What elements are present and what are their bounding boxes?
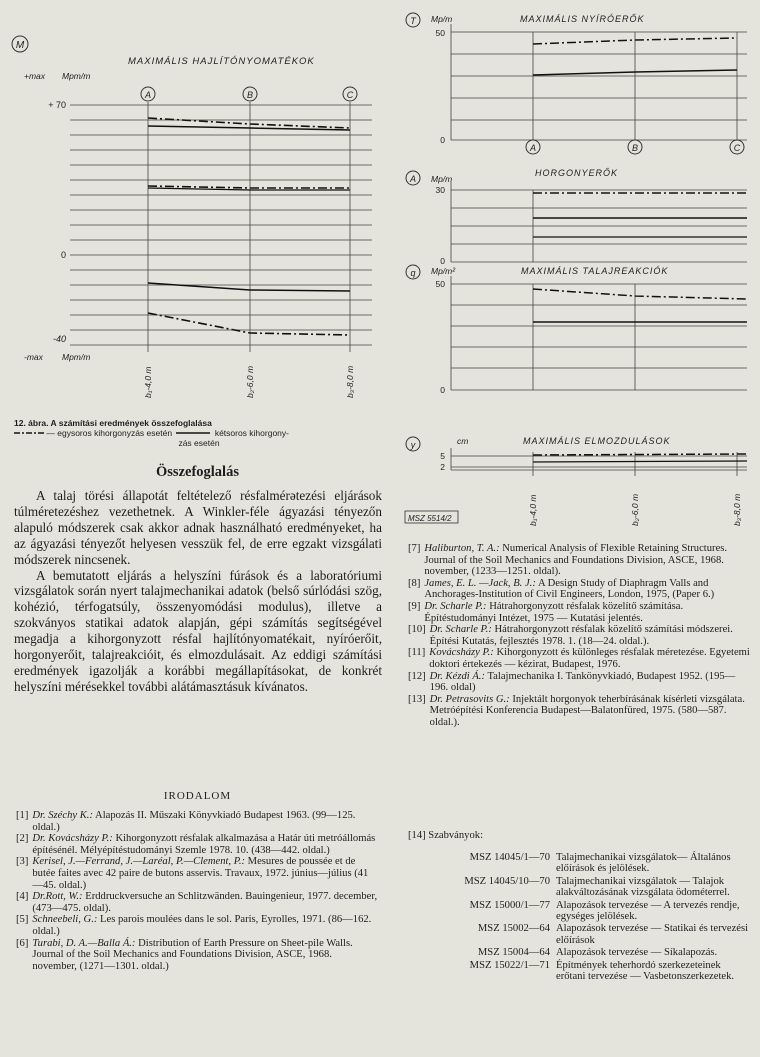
unit-top-label: Mpm/m xyxy=(62,71,91,81)
x-label-b3: b₃-8,0 m xyxy=(345,365,355,398)
y-label-top: + 70 xyxy=(48,100,66,110)
standard-item: MSZ 15004—64 Alapozások tervezése — Síkalapozás. xyxy=(477,947,718,959)
reference-item: [5] Schneebeli, G.: Les parois moulées dans le sol. Paris, Eyrolles, 1971. (86—162. oldal.) xyxy=(16,914,372,937)
curve-negative-single-anchor xyxy=(148,313,350,335)
summary-paragraph-2: A bemutatott eljárás a helyszíni fúrások és a laboratóriumi vizsgálatok során nyert talajmechanikai adatok (belső súrlódási szög, kohézió, térfogatsúly, összenyomódási modulus), illetve a szokványos statikai adatok alapján, gépi számítás segítségével megadja a kihorgonyzott résfal hajlítónyomatékait, nyíróerőit, horgonyerőit, talajreakcióit, és elmozdulásait. Az eddigi számítási eredmények igazolják a korábbi megállapításokat, de konkrét helyszíni mérésekkel további alátámasztásuk kívánatos. xyxy=(14,567,382,694)
reference-item: [6] Turabi, D. A.—Balla Á.: Distribution of Earth Pressure on Sheet-pile Walls. Journal of the Soil Mechanics and Foundations Division, ASCE, 1968. november, (1271—1301. oldal.) xyxy=(16,937,353,972)
legend-solid-label: kétsoros kihorgony- xyxy=(214,428,289,438)
anchor-title: HORGONYERŐK xyxy=(535,168,619,178)
shear-y-tick: 50 xyxy=(435,28,445,38)
references-left-column xyxy=(16,810,378,972)
displacement-x-label-b2: b₂-6,0 m xyxy=(630,493,640,526)
standard-item: MSZ 14045/1—70 Talajmechanikai vizsgálatok— Általános előírások és jelölések. xyxy=(469,852,731,875)
moment-symbol: M xyxy=(15,40,25,51)
minus-max-label: -max xyxy=(24,352,43,362)
figure-caption xyxy=(14,418,384,448)
shear-marker-b: B xyxy=(631,143,639,153)
stamp-label: MSZ 5514/2 xyxy=(408,514,452,523)
reaction-chart xyxy=(406,265,747,395)
marker-a: A xyxy=(144,90,152,100)
reference-item: [13] Dr. Petrasovits G.: Injektált horgonyok teherbírásának kísérleti vizsgálata. Metróépítési Konferencia Budapest—Balatonfüred, 1975. (580—587. oldal.). xyxy=(408,693,745,728)
shear-symbol: T xyxy=(410,16,416,26)
standards-list xyxy=(408,852,752,983)
y-label-zero: 0 xyxy=(60,250,66,260)
unit-bottom-label: Mpm/m xyxy=(62,352,91,362)
reference-item: [10] Dr. Scharle P.: Hátrahorgonyzott résfalak közelítő számítási módszerei. Építési Kutatás, fejlesztés 1978. 1. (18—24. oldal.). xyxy=(408,624,733,647)
moment-chart-title: MAXIMÁLIS HAJLÍTÓNYOMATÉKOK xyxy=(128,56,315,67)
reference-item: [3] Kerisel, J.—Ferrand, J.—Laréal, P.—Clement, P.: Mesures de poussée et de butée faites avec 42 paire de butons asservis. Travaux, 1972. június—július (41—45. oldal.) xyxy=(16,856,369,891)
displacement-x-label-b3: b₃-8,0 m xyxy=(732,493,742,526)
y-label-bottom: -40 xyxy=(52,334,66,344)
standards-label: [14] Szabványok: xyxy=(408,830,484,841)
legend-dashdot-label: — egysoros kihorgonyzás esetén xyxy=(46,428,173,438)
marker-c: C xyxy=(346,90,354,100)
moment-grid xyxy=(70,102,372,352)
reaction-y-tick: 50 xyxy=(435,279,445,289)
displacement-title: MAXIMÁLIS ELMOZDULÁSOK xyxy=(523,436,671,446)
x-label-b1: b₁-4,0 m xyxy=(143,366,153,398)
anchor-y-tick: 30 xyxy=(435,185,445,195)
standard-item: MSZ 15002—64 Alapozások tervezése — Statikai és tervezési előírások xyxy=(477,923,749,946)
references-heading: IRODALOM xyxy=(163,790,232,802)
reference-item: [8] James, E. L. —Jack, B. J.: A Design Study of Diaphragm Valls and Anchorages-Institution of Civil Engineers, London, 1975, (Paper 6.) xyxy=(408,577,715,601)
shear-y-zero: 0 xyxy=(440,135,445,145)
references-right-column xyxy=(408,543,752,729)
shear-title: MAXIMÁLIS NYÍRÓERŐK xyxy=(520,14,645,24)
shear-marker-a: A xyxy=(529,143,537,153)
moment-curves xyxy=(148,118,350,335)
curve-mid-single-anchor xyxy=(148,186,350,188)
shear-chart xyxy=(406,13,747,154)
standard-item: MSZ 15000/1—77 Alapozások tervezése — A tervezés rendje, egységes jelölések. xyxy=(469,899,740,923)
reaction-title: MAXIMÁLIS TALAJREAKCIÓK xyxy=(521,266,669,276)
anchor-symbol: A xyxy=(409,174,417,184)
caption-legend xyxy=(14,428,384,438)
x-label-b2: b₂-6,0 m xyxy=(245,365,255,398)
reaction-symbol: q xyxy=(410,268,416,278)
reference-item: [2] Dr. Kovácsházy P.: Kihorgonyzott résfalak alkalmazása a Határ úti metróállomás építésénél. Mélyépítéstudományi Szemle 1978. 10. (438—442. oldal.) xyxy=(16,833,376,856)
standard-item: MSZ 14045/10—70 Talajmechanikai vizsgálatok — Talajok alakváltozásának vizsgálata ödométerrel. xyxy=(464,875,730,899)
displacement-y-tick-5: 5 xyxy=(440,451,445,461)
reference-item: [4] Dr.Rott, W.: Erddruckversuche an Schlitzwänden. Bauingenieur, 1977. december, (473—475. oldal). xyxy=(16,891,378,914)
legend-dashdot-swatch xyxy=(14,430,44,436)
reference-item: [11] Kovácsházy P.: Kihorgonyzott és különleges résfalak méretezése. Egyetemi doktori értekezés — kézirat, Budapest, 1976. xyxy=(408,647,750,670)
displacement-unit: cm xyxy=(457,436,469,446)
displacement-chart xyxy=(405,436,747,526)
standard-item: MSZ 15022/1—71 Építmények teherhordó szerkezeteinek erőtani tervezése — Vasbetonszerkezetek. xyxy=(469,959,735,983)
anchor-y-zero: 0 xyxy=(440,256,445,266)
shear-unit: Mp/m xyxy=(431,14,453,24)
reaction-y-zero: 0 xyxy=(440,385,445,395)
right-diagrams xyxy=(395,0,760,530)
summary-body xyxy=(14,488,382,695)
plus-max-label: +max xyxy=(24,71,46,81)
reference-item: [12] Dr. Kézdi Á.: Talajmechanika I. Tankönyvkiadó, Budapest 1952. (195—196. oldal) xyxy=(408,670,736,694)
summary-paragraph-1: A talaj törési állapotát feltételező résfalmérətezési eljárások túlméretezéshez vezethetnek. A Winkler-féle ágyazási tényezőn alapuló módszerek csak akkor adnak használható eredményeket, ha az ágyazási tényezőt helyesen vesszük fel, de erre egzakt vizsgálati módszerek nincsenek. xyxy=(14,488,382,567)
legend-solid-swatch xyxy=(174,430,212,436)
caption-title: 12. ábra. A számítási eredmények összefoglalása xyxy=(14,418,212,428)
curve-negative-double-anchor xyxy=(148,283,350,291)
legend-solid-label-cont: zás esetén xyxy=(178,438,220,448)
displacement-x-label-b1: b₁-4,0 m xyxy=(528,494,538,526)
reference-item: [7] Haliburton, T. A.: Numerical Analysis of Flexible Retaining Structures. Journal of the Soil Mechanics and Foundations Division, ASCE, 1968. november, (1233—1251. oldal). xyxy=(408,543,728,578)
displacement-symbol: y xyxy=(410,440,416,450)
reference-item: [9] Dr. Scharle P.: Hátrahorgonyzott résfalak közelítő számítása. Építéstudományi Intézet, 1975 — Kutatási jelentés. xyxy=(408,600,684,624)
reaction-unit: Mp/m² xyxy=(431,266,456,276)
anchor-chart xyxy=(406,168,747,266)
shear-marker-c: C xyxy=(733,143,741,153)
reference-item: [1] Dr. Széchy K.: Alapozás II. Műszaki Könyvkiadó Budapest 1963. (99—125. oldal.) xyxy=(16,810,356,833)
displacement-y-tick-2: 2 xyxy=(440,462,445,472)
marker-b: B xyxy=(246,90,254,100)
summary-heading: Összefoglalás xyxy=(156,464,239,480)
moment-diagram xyxy=(0,0,395,418)
anchor-unit: Mp/m xyxy=(431,174,453,184)
